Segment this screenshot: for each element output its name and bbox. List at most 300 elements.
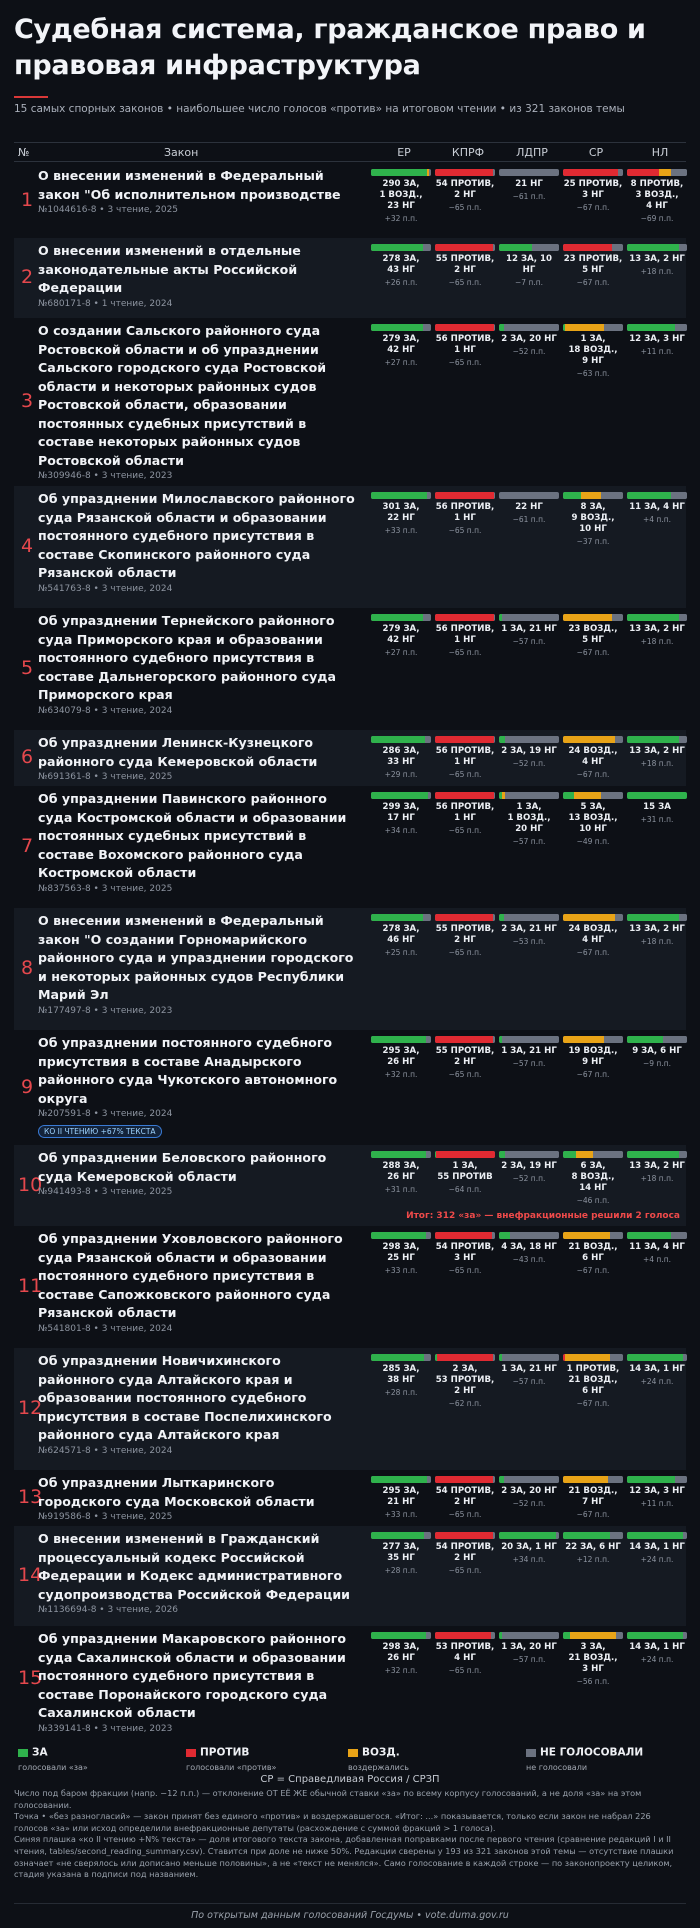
vote-count: 13 ВОЗД., <box>568 813 618 823</box>
vote-deviation: +27 п.п. <box>384 648 418 657</box>
vote-deviation: −65 п.п. <box>448 1666 482 1675</box>
vote-bar <box>627 492 687 499</box>
legend-sub: голосовали «против» <box>186 1763 277 1772</box>
vote-bar-segment-ng <box>504 914 559 921</box>
vote-count: 6 НГ <box>582 1386 604 1396</box>
party-vote-kprf <box>435 736 495 779</box>
legend-label: ВОЗД. <box>362 1746 400 1759</box>
vote-count: 1 ПРОТИВ, <box>566 1364 620 1374</box>
note-blue-badge: Синяя плашка «ко II чтению +N% текста» — доля итогового текста закона, добавленная поправками после первого чтения (сравнение редакций I и II чтения, tables/second_reading_summary.csv). Ставится при доле не ниже 50%. Редакции сверены у 193 из 321 законов этой темы — отсутствие плашки означает «не сверялось или дописано меньше половины», а не «текст не менялся». Само голосование в каждой строке — по законопроекту целиком, стадия указана в подписи под названием. <box>14 1834 674 1880</box>
vote-bar <box>563 1476 623 1483</box>
vote-bar-segment-za <box>627 914 679 921</box>
vote-bar <box>435 736 495 743</box>
vote-count: 54 ПРОТИВ, <box>435 1542 495 1552</box>
vote-bar-segment-protiv <box>436 1151 495 1158</box>
vote-bar-segment-vozd <box>574 792 602 799</box>
vote-count: 25 ПРОТИВ, <box>563 179 623 189</box>
party-vote-nl <box>627 614 687 646</box>
vote-count: 9 НГ <box>582 1057 604 1067</box>
vote-bar <box>627 736 687 743</box>
vote-bar <box>499 614 559 621</box>
vote-deviation: +4 п.п. <box>642 1255 671 1264</box>
party-vote-sr <box>563 1476 623 1519</box>
vote-count: 54 ПРОТИВ, <box>435 1486 495 1496</box>
party-vote-er <box>371 244 431 287</box>
vote-bar-segment-vozd <box>565 1354 610 1361</box>
vote-deviation: +27 п.п. <box>384 358 418 367</box>
law-title[interactable]: Об упразднении Уховловского районного суда Рязанской области и образовании постоянного судебного присутствия в составе Сапожковского районного суда Рязанской области <box>38 1231 343 1320</box>
vote-deviation: +4 п.п. <box>642 515 671 524</box>
vote-bar-segment-ng <box>683 1532 687 1539</box>
vote-deviation: −61 п.п. <box>512 515 546 524</box>
law-title[interactable]: Об упразднении постоянного судебного присутствия в составе Анадырского районного суда Чукотского автономного округа <box>38 1035 338 1106</box>
party-vote-nl <box>627 492 687 524</box>
vote-bar-segment-vozd <box>659 169 671 176</box>
vote-count: 2 НГ <box>454 1386 476 1396</box>
law-title[interactable]: Об упразднении Новичихинского районного суда Алтайского края и образовании постоянного судебного присутствия в составе Поспелихинского районного суда Алтайского края <box>38 1353 332 1442</box>
vote-bar-segment-za <box>563 1532 610 1539</box>
vote-bar-segment-ng <box>671 492 687 499</box>
vote-deviation: −57 п.п. <box>512 637 546 646</box>
party-vote-kprf <box>435 792 495 835</box>
vote-count: 33 НГ <box>387 757 415 767</box>
vote-count: 9 НГ <box>582 356 604 366</box>
vote-bar-segment-za <box>371 1232 426 1239</box>
legend-item-ng <box>526 1742 643 1772</box>
vote-bar-segment-ng <box>608 1476 623 1483</box>
note-deviation: Число под баром фракции (напр. −12 п.п.) — отклонение ОТ ЕЁ ЖЕ обычной ставки «за» по всему корпусу голосований, а не доля «за» на этом голосовании. <box>14 1788 642 1810</box>
vote-count: 23 ПРОТИВ, <box>563 254 623 264</box>
vote-count: 13 ЗА, 2 НГ <box>629 1161 685 1171</box>
vote-deviation: +18 п.п. <box>640 267 674 276</box>
vote-bar-segment-ng <box>510 1232 559 1239</box>
vote-deviation: +18 п.п. <box>640 637 674 646</box>
vote-count: 53 ПРОТИВ, <box>435 1375 495 1385</box>
party-vote-er <box>371 914 431 957</box>
vote-count: 21 ВОЗД., <box>568 1486 618 1496</box>
party-vote-nl <box>627 1151 687 1183</box>
vote-bar <box>435 1354 495 1361</box>
vote-deviation: +24 п.п. <box>640 1655 674 1664</box>
vote-count: 14 ЗА, 1 НГ <box>629 1542 685 1552</box>
vote-bar-segment-ng <box>612 614 623 621</box>
vote-bar-segment-za <box>371 1632 426 1639</box>
vote-bar <box>563 324 623 331</box>
vote-bar-segment-za <box>371 914 423 921</box>
party-vote-ldpr <box>499 736 559 768</box>
law-cell <box>38 167 356 215</box>
header-party-sr: СР <box>588 146 604 159</box>
vote-bar-segment-ng <box>425 736 431 743</box>
vote-bar-segment-za <box>371 244 423 251</box>
party-vote-kprf <box>435 1036 495 1079</box>
vote-bar-segment-protiv <box>435 792 494 799</box>
vote-deviation: +24 п.п. <box>640 1555 674 1564</box>
party-vote-sr <box>563 1632 623 1686</box>
vote-bar-segment-vozd <box>563 914 615 921</box>
party-vote-sr <box>563 736 623 779</box>
vote-deviation: +32 п.п. <box>384 214 418 223</box>
vote-count: 24 ВОЗД., <box>568 746 618 756</box>
party-vote-kprf <box>435 324 495 367</box>
vote-count: 12 ЗА, 3 НГ <box>629 334 685 344</box>
vote-deviation: +12 п.п. <box>576 1555 610 1564</box>
party-vote-er <box>371 792 431 835</box>
vote-bar-segment-ng <box>604 1036 623 1043</box>
vote-count: 2 ЗА, 19 НГ <box>501 1161 557 1171</box>
vote-bar <box>499 1632 559 1639</box>
party-vote-kprf <box>435 1632 495 1675</box>
vote-bar <box>435 1036 495 1043</box>
vote-count: 26 НГ <box>387 1057 415 1067</box>
law-title[interactable]: Об упразднении Беловского районного суда Кемеровской области <box>38 1150 327 1184</box>
vote-bar-segment-protiv <box>435 914 493 921</box>
law-meta: №1136694-8 • 3 чтение, 2026 <box>38 1605 179 1615</box>
law-meta: №1044616-8 • 3 чтение, 2025 <box>38 205 179 215</box>
vote-deviation: +25 п.п. <box>384 948 418 957</box>
row-number: 4 <box>20 535 34 557</box>
vote-bar <box>563 736 623 743</box>
vote-deviation: −64 п.п. <box>448 1185 482 1194</box>
law-title[interactable]: О внесении изменений в Гражданский процессуальный кодекс Российской Федерации и Кодекс административного судопроизводства Российской Федерации <box>38 1531 350 1602</box>
vote-bar <box>499 792 559 799</box>
law-meta: №624571-8 • 3 чтение, 2024 <box>38 1445 173 1456</box>
law-meta: №339141-8 • 3 чтение, 2023 <box>38 1723 173 1734</box>
vote-count: 1 ЗА, 21 НГ <box>501 1364 557 1374</box>
vote-deviation: −65 п.п. <box>448 203 482 212</box>
vote-count: 56 ПРОТИВ, <box>435 624 495 634</box>
vote-bar-segment-za <box>627 736 679 743</box>
vote-bar-segment-protiv <box>435 1532 493 1539</box>
vote-count: 14 ЗА, 1 НГ <box>629 1642 685 1652</box>
vote-bar <box>371 1532 431 1539</box>
vote-deviation: −49 п.п. <box>576 837 610 846</box>
vote-deviation: −69 п.п. <box>640 214 674 223</box>
vote-bar-segment-ng <box>493 914 495 921</box>
row-number: 10 <box>18 1174 43 1196</box>
vote-count: 285 ЗА, <box>382 1364 420 1374</box>
vote-bar-segment-za <box>371 1476 427 1483</box>
vote-bar-segment-protiv <box>563 244 612 251</box>
vote-deviation: −65 п.п. <box>448 770 482 779</box>
vote-bar-segment-ng <box>504 1476 559 1483</box>
vote-bar <box>627 1036 687 1043</box>
law-cell <box>38 912 356 1016</box>
vote-count: 301 ЗА, <box>382 502 420 512</box>
vote-deviation: −67 п.п. <box>576 1399 610 1408</box>
vote-bar-segment-vozd <box>565 324 603 331</box>
vote-bar <box>499 1532 559 1539</box>
vote-count: 5 ЗА, <box>580 802 606 812</box>
vote-bar-segment-za <box>627 1476 675 1483</box>
vote-count: 2 НГ <box>454 1497 476 1507</box>
law-meta: №919586-8 • 3 чтение, 2025 <box>38 1512 173 1522</box>
vote-bar <box>499 244 559 251</box>
law-meta: №541763-8 • 3 чтение, 2024 <box>38 583 173 594</box>
vote-count: 55 ПРОТИВ, <box>435 924 495 934</box>
vote-count: 5 НГ <box>582 265 604 275</box>
vote-count: 278 ЗА, <box>382 254 420 264</box>
vote-count: 18 ВОЗД., <box>568 345 618 355</box>
law-title[interactable]: О внесении изменений в Федеральный закон "О создании Горномарийского районного суда и упразднении городского и некоторых районных судов Республики Марий Эл <box>38 913 354 1002</box>
vote-bar-segment-ng <box>499 169 559 176</box>
vote-deviation: +33 п.п. <box>384 526 418 535</box>
vote-deviation: −52 п.п. <box>512 1499 546 1508</box>
vote-bar-segment-vozd <box>563 614 612 621</box>
vote-bar <box>371 1354 431 1361</box>
table-row <box>14 730 686 786</box>
vote-bar-segment-protiv <box>627 169 659 176</box>
row-number: 2 <box>20 266 34 288</box>
legend-item-vozd <box>348 1742 409 1772</box>
vote-deviation: −67 п.п. <box>576 1070 610 1079</box>
vote-bar-segment-vozd <box>570 1632 617 1639</box>
vote-bar-segment-ng <box>499 492 559 499</box>
vote-count: 10 НГ <box>579 524 607 534</box>
vote-bar <box>627 1151 687 1158</box>
vote-bar <box>435 1476 495 1483</box>
vote-bar-segment-za <box>627 1036 663 1043</box>
row-number: 14 <box>18 1564 43 1586</box>
vote-bar <box>371 614 431 621</box>
vote-bar-segment-ng <box>502 1036 559 1043</box>
vote-deviation: −46 п.п. <box>576 1196 610 1205</box>
law-title[interactable]: О внесении изменений в Федеральный закон "Об исполнительном производстве <box>38 168 341 202</box>
vote-count: 4 НГ <box>582 757 604 767</box>
vote-bar-segment-ng <box>428 792 431 799</box>
vote-bar-segment-ng <box>610 1532 623 1539</box>
vote-count: 2 ЗА, 20 НГ <box>501 1486 557 1496</box>
vote-count: 295 ЗА, <box>382 1046 420 1056</box>
party-vote-er <box>371 1036 431 1079</box>
law-title[interactable]: Об упразднении Лыткаринского городского суда Московской области <box>38 1475 315 1509</box>
legend-swatch-ng <box>526 1749 536 1757</box>
vote-bar-segment-ng <box>610 1232 623 1239</box>
vote-bar-segment-ng <box>615 914 623 921</box>
vote-bar-segment-ng <box>610 1354 623 1361</box>
party-vote-er <box>371 1532 431 1575</box>
vote-bar-segment-ng <box>493 1354 495 1361</box>
party-vote-nl <box>627 1476 687 1508</box>
table-row <box>14 1626 686 1732</box>
party-vote-er <box>371 1151 431 1194</box>
legend-item-za <box>18 1742 88 1772</box>
vote-count: 4 НГ <box>454 1653 476 1663</box>
vote-bar <box>563 1151 623 1158</box>
vote-bar-segment-ng <box>424 1532 431 1539</box>
party-vote-ldpr <box>499 1036 559 1068</box>
party-vote-sr <box>563 914 623 957</box>
vote-bar <box>371 1036 431 1043</box>
vote-bar-segment-vozd <box>563 736 615 743</box>
law-cell <box>38 490 356 594</box>
row-number: 11 <box>18 1275 43 1297</box>
vote-bar-segment-za <box>627 1151 679 1158</box>
legend <box>14 1738 686 1881</box>
row-number: 3 <box>20 390 34 412</box>
vote-count: 299 ЗА, <box>382 802 420 812</box>
vote-count: 10 НГ <box>579 824 607 834</box>
table-row <box>14 486 686 608</box>
vote-count: 4 ЗА, 18 НГ <box>501 1242 557 1252</box>
vote-bar <box>435 914 495 921</box>
party-vote-er <box>371 1632 431 1675</box>
vote-bar <box>499 914 559 921</box>
vote-bar-segment-ng <box>427 492 431 499</box>
vote-deviation: −52 п.п. <box>512 1174 546 1183</box>
vote-deviation: −53 п.п. <box>512 937 546 946</box>
vote-deviation: +33 п.п. <box>384 1266 418 1275</box>
vote-bar <box>627 1232 687 1239</box>
vote-bar-segment-ng <box>679 614 687 621</box>
law-title[interactable]: Об упразднении Макаровского районного суда Сахалинской области и образовании постоянного судебного присутствия в составе Поронайского городского суда Сахалинской области <box>38 1631 347 1720</box>
law-title[interactable]: Об упразднении Тернейского районного суда Приморского края и образовании постоянного судебного присутствия в составе Дальнегорского районного суда Приморского края <box>38 613 336 702</box>
vote-count: 6 НГ <box>582 1253 604 1263</box>
vote-bar-segment-ng <box>601 792 623 799</box>
vote-bar <box>371 1232 431 1239</box>
law-title[interactable]: О внесении изменений в отдельные законодательные акты Российской Федерации <box>38 243 301 295</box>
vote-deviation: +18 п.п. <box>640 759 674 768</box>
vote-bar <box>627 1532 687 1539</box>
party-vote-kprf <box>435 169 495 212</box>
vote-bar-segment-ng <box>491 1632 495 1639</box>
vote-bar-segment-ng <box>604 324 623 331</box>
vote-count: 298 ЗА, <box>382 1642 420 1652</box>
vote-count: 2 НГ <box>454 190 476 200</box>
legend-sub: не голосовали <box>526 1763 588 1772</box>
law-cell <box>38 1630 356 1734</box>
party-vote-ldpr <box>499 792 559 846</box>
vote-count: 13 ЗА, 2 НГ <box>629 254 685 264</box>
vote-count: 8 ЗА, <box>580 502 606 512</box>
vote-bar <box>627 614 687 621</box>
vote-deviation: −67 п.п. <box>576 278 610 287</box>
vote-count: 1 ВОЗД., <box>379 190 423 200</box>
vote-bar <box>627 244 687 251</box>
legend-swatch-vozd <box>348 1749 358 1757</box>
vote-bar <box>371 736 431 743</box>
vote-count: 42 НГ <box>387 635 415 645</box>
vote-bar-segment-ng <box>679 1151 687 1158</box>
vote-count: 286 ЗА, <box>382 746 420 756</box>
law-title[interactable]: Об упразднении Павинского районного суда Костромской области и образовании постоянных судебных присутствий в составе Вохомского районного суда Костромской области <box>38 791 347 880</box>
vote-bar <box>435 614 495 621</box>
vote-count: 9 ВОЗД., <box>571 513 615 523</box>
party-vote-kprf <box>435 914 495 957</box>
vote-bar <box>499 1354 559 1361</box>
law-title[interactable]: Об упразднении Милославского районного суда Рязанской области и образовании постоянного судебного присутствия в составе Скопинского районного суда Рязанской области <box>38 491 355 580</box>
vote-bar-segment-za <box>563 492 581 499</box>
legend-sub: воздержались <box>348 1763 409 1772</box>
vote-bar-segment-za <box>627 614 679 621</box>
table-row <box>14 1145 686 1226</box>
law-title[interactable]: Об упразднении Ленинск-Кузнецкого районного суда Кемеровской области <box>38 735 318 769</box>
footer-divider <box>14 1903 686 1904</box>
law-meta: №207591-8 • 3 чтение, 2024 <box>38 1109 173 1119</box>
vote-bar <box>627 914 687 921</box>
vote-count: 290 ЗА, <box>382 179 420 189</box>
vote-count: 20 НГ <box>515 824 543 834</box>
vote-bar-segment-ng <box>663 1036 687 1043</box>
vote-count: 7 НГ <box>582 1497 604 1507</box>
vote-bar-segment-ng <box>429 169 431 176</box>
row-number: 15 <box>18 1667 43 1689</box>
law-meta: №680171-8 • 1 чтение, 2024 <box>38 298 173 309</box>
header-law: Закон <box>164 146 199 159</box>
vote-bar <box>435 492 495 499</box>
law-meta: №177497-8 • 3 чтение, 2023 <box>38 1005 173 1016</box>
vote-deviation: −65 п.п. <box>448 1266 482 1275</box>
vote-count: 288 ЗА, <box>382 1161 420 1171</box>
vote-deviation: +34 п.п. <box>384 826 418 835</box>
law-meta: №837563-8 • 3 чтение, 2025 <box>38 883 173 894</box>
vote-bar-segment-ng <box>426 1632 431 1639</box>
footer-source: По открытым данным голосований Госдумы • vote.duma.gov.ru <box>191 1910 509 1921</box>
vote-count: 19 ВОЗД., <box>568 1046 618 1056</box>
vote-count: 35 НГ <box>387 1553 415 1563</box>
party-vote-sr <box>563 1151 623 1205</box>
vote-count: 21 НГ <box>387 1497 415 1507</box>
party-vote-ldpr <box>499 1632 559 1664</box>
party-vote-er <box>371 169 431 223</box>
vote-count: 4 НГ <box>582 935 604 945</box>
vote-bar-segment-ng <box>423 244 431 251</box>
party-vote-sr <box>563 614 623 657</box>
vote-deviation: −67 п.п. <box>576 648 610 657</box>
party-vote-kprf <box>435 1532 495 1575</box>
vote-deviation: −62 п.п. <box>448 1399 482 1408</box>
sr-abbreviation-note: СР = Справедливая Россия / СРЗП <box>260 1774 440 1785</box>
law-cell <box>38 1352 356 1456</box>
vote-bar-segment-za <box>627 792 687 799</box>
law-title[interactable]: О создании Сальского районного суда Ростовской области и об упразднении Сальского городского суда Ростовской области и некоторых районных судов Ростовской области, образовании постоянных судебных присутствий в составе некоторых районных судов Ростовской области <box>38 323 327 468</box>
vote-bar-segment-ng <box>671 169 687 176</box>
vote-count: 298 ЗА, <box>382 1242 420 1252</box>
vote-bar-segment-ng <box>494 614 495 621</box>
title-accent-rule <box>14 96 48 98</box>
vote-bar <box>499 736 559 743</box>
row-number: 6 <box>20 746 34 768</box>
vote-bar-segment-protiv <box>437 1354 493 1361</box>
vote-count: 55 ПРОТИВ, <box>435 1046 495 1056</box>
vote-bar <box>627 1632 687 1639</box>
vote-deviation: −65 п.п. <box>448 948 482 957</box>
table-row <box>14 786 686 908</box>
vote-deviation: −65 п.п. <box>448 648 482 657</box>
vote-bar-segment-protiv <box>435 244 493 251</box>
party-vote-ldpr <box>499 614 559 646</box>
party-vote-kprf <box>435 1476 495 1519</box>
legend-sub: голосовали «за» <box>18 1763 88 1772</box>
vote-bar-segment-ng <box>675 324 687 331</box>
header-party-ldpr: ЛДПР <box>516 146 548 159</box>
vote-bar <box>499 1036 559 1043</box>
vote-count: 54 ПРОТИВ, <box>435 179 495 189</box>
vote-count: 46 НГ <box>387 935 415 945</box>
vote-count: 1 ЗА, <box>580 334 606 344</box>
vote-count: 1 НГ <box>454 513 476 523</box>
vote-deviation: +18 п.п. <box>640 1174 674 1183</box>
vote-bar <box>371 492 431 499</box>
vote-bar <box>563 614 623 621</box>
vote-count: 55 ПРОТИВ, <box>435 254 495 264</box>
vote-deviation: +31 п.п. <box>640 815 674 824</box>
vote-count: 2 ЗА, 20 НГ <box>501 334 557 344</box>
vote-bar-segment-protiv <box>435 614 494 621</box>
vote-bar-segment-za <box>627 1354 683 1361</box>
vote-count: 2 ЗА, <box>452 1364 478 1374</box>
vote-bar-segment-za <box>627 492 671 499</box>
